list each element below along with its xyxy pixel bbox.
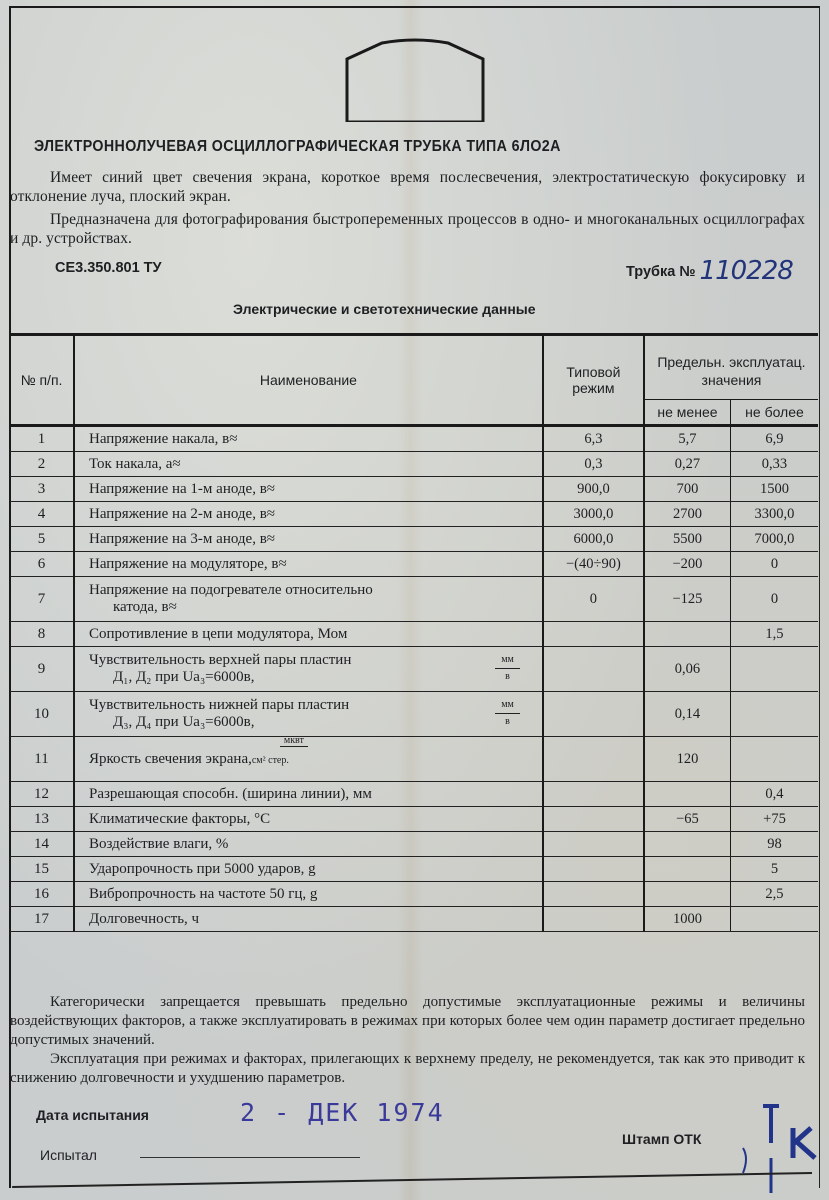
row-name: Напряжение накала, в≈ [88,430,238,447]
row-typical [543,737,644,782]
row-name-cell [74,832,543,857]
table-row [10,807,818,832]
tube-number-handwritten: 110228 [699,256,793,286]
row-name-cell [74,552,543,577]
row-min: 700 [644,477,731,502]
row-name-cell [74,807,543,832]
warning-paragraph-2: Эксплуатация при режимах и факторах, прилегающих к верхнему пределу, не рекомендуется, так как это приводит к снижению долговечности и ухудшению параметров. [10,1051,805,1086]
row-min: 0,06 [644,647,731,692]
row-min [644,882,731,907]
unit-numerator: мм [495,652,520,669]
tube-number-label: Трубка № [626,264,696,280]
row-max: +75 [730,807,818,832]
row-max: 6,9 [730,426,818,452]
header-number: № п/п. [10,335,74,426]
row-min: 5,7 [644,426,731,452]
row-min: −65 [644,807,731,832]
row-name: Климатические факторы, °С [88,810,271,827]
warnings [10,993,805,1088]
row-name-continued: Д₁, Д₂ при Ua₃=6000в, [112,669,255,685]
table-row [10,882,818,907]
row-max [730,692,818,737]
row-number: 8 [10,622,74,647]
row-name: Чувствительность нижней пары пластин [88,697,350,713]
header-typical: Типовой режим [543,335,644,426]
otk-stamp-mark [735,1098,825,1198]
row-number: 17 [10,907,74,932]
row-number: 15 [10,857,74,882]
row-typical [543,857,644,882]
header-limits: Предельн. эксплуатац. значения [644,335,818,400]
row-name: Напряжение на 1-м аноде, в≈ [88,480,276,497]
row-min [644,832,731,857]
table-row [10,907,818,932]
row-number: 13 [10,807,74,832]
unit-fraction [495,652,520,685]
table-row [10,692,818,737]
row-typical [543,647,644,692]
row-typical [543,907,644,932]
table-row [10,857,818,882]
row-max: 7000,0 [730,527,818,552]
row-name: Чувствительность верхней пары пластин [88,652,352,668]
row-number: 4 [10,502,74,527]
row-min: −125 [644,577,731,622]
row-name-cell [74,452,543,477]
row-max: 0,33 [730,452,818,477]
row-max: 2,5 [730,882,818,907]
table-row [10,426,818,452]
row-typical: 3000,0 [543,502,644,527]
row-number: 16 [10,882,74,907]
row-name: Напряжение на подогревателе относительно [88,582,373,598]
unit-numerator: мм [495,697,520,714]
unit-denominator: см² стер. [251,754,289,766]
row-typical: 6,3 [543,426,644,452]
row-max: 1500 [730,477,818,502]
specs-table [10,333,818,932]
table-row [10,832,818,857]
row-number: 11 [10,737,74,782]
row-typical [543,832,644,857]
row-name-cell [74,577,543,622]
row-number: 5 [10,527,74,552]
table-row [10,737,818,782]
row-number: 14 [10,832,74,857]
row-max: 5 [730,857,818,882]
row-max: 0 [730,577,818,622]
section-title: Электрические и светотехнические данные [233,301,536,317]
row-max: 0 [730,552,818,577]
row-typical [543,882,644,907]
row-number: 10 [10,692,74,737]
table-row [10,782,818,807]
row-typical: −(40÷90) [543,552,644,577]
row-number: 6 [10,552,74,577]
row-number: 7 [10,577,74,622]
row-name-cell [74,527,543,552]
row-max: 0,4 [730,782,818,807]
test-date-label: Дата испытания [36,1107,149,1123]
row-name-cell [74,622,543,647]
unit-fraction [495,697,520,730]
row-typical [543,782,644,807]
row-name-cell [74,907,543,932]
row-number: 12 [10,782,74,807]
table-row [10,452,818,477]
row-name-cell [74,647,543,692]
row-name-cell [74,477,543,502]
row-name-cell [74,692,543,737]
row-typical: 0,3 [543,452,644,477]
row-max [730,737,818,782]
row-name: Напряжение на 2-м аноде, в≈ [88,505,276,522]
unit-fraction [251,734,304,766]
header-name: Наименование [74,335,543,426]
row-name: Напряжение на 3-м аноде, в≈ [88,530,276,547]
row-min: 5500 [644,527,731,552]
otk-stamp-label: Штамп ОТК [622,1131,702,1147]
row-typical: 0 [543,577,644,622]
row-name: Напряжение на модуляторе, в≈ [88,555,287,572]
row-typical: 900,0 [543,477,644,502]
row-name: Воздействие влаги, % [88,835,229,852]
row-max [730,907,818,932]
row-max: 3300,0 [730,502,818,527]
row-min [644,782,731,807]
row-name-continued: катода, в≈ [112,599,177,615]
row-name: Яркость свечения экрана, [88,750,252,767]
row-min: 2700 [644,502,731,527]
row-name: Долговечность, ч [88,910,200,927]
row-name-continued: Д₃, Д₄ при Ua₃=6000в, [112,714,255,730]
table-row [10,552,818,577]
table-row [10,577,818,622]
row-number: 2 [10,452,74,477]
crt-screen-shape-icon [344,35,486,122]
spec-code: СЕ3.350.801 ТУ [55,260,162,276]
row-max: 98 [730,832,818,857]
table-row [10,647,818,692]
row-name-cell [74,882,543,907]
row-typical [543,692,644,737]
table-row [10,502,818,527]
row-typical: 6000,0 [543,527,644,552]
row-min [644,857,731,882]
table-row [10,477,818,502]
document-title: ЭЛЕКТРОННОЛУЧЕВАЯ ОСЦИЛЛОГРАФИЧЕСКАЯ ТРУБКА ТИПА 6ЛО2А [34,138,561,155]
row-min: 0,27 [644,452,731,477]
test-date-stamp: 2 - ДЕК 1974 [240,1098,445,1127]
row-min: 0,14 [644,692,731,737]
row-number: 1 [10,426,74,452]
tester-signature-line [140,1157,360,1158]
row-min [644,622,731,647]
row-max: 1,5 [730,622,818,647]
row-typical [543,807,644,832]
row-name: Ток накала, а≈ [88,455,181,472]
row-name: Ударопрочность при 5000 ударов, g [88,860,316,877]
description-paragraph-2: Предназначена для фотографирования быстропеременных процессов в одно- и многоканальных осциллографах и др. устройствах. [10,211,805,247]
description-paragraph-1: Имеет синий цвет свечения экрана, короткое время послесвечения, электростатическую фокусировку и отклонение луча, плоский экран. [10,169,805,205]
tube-number-field [626,256,793,286]
unit-denominator: в [505,716,510,727]
row-min: −200 [644,552,731,577]
header-min: не менее [644,400,731,426]
unit-numerator: мквт [280,735,308,747]
row-number: 9 [10,647,74,692]
row-name: Сопротивление в цепи модулятора, Мом [88,625,348,642]
row-min: 1000 [644,907,731,932]
table-row [10,622,818,647]
row-typical [543,622,644,647]
row-name-cell [74,502,543,527]
row-min: 120 [644,737,731,782]
header-max: не более [745,404,804,420]
tester-label: Испытал [40,1147,97,1163]
row-max [730,647,818,692]
unit-denominator: в [505,671,510,682]
row-name: Вибропрочность на частоте 50 гц, g [88,885,318,902]
row-name-cell [74,426,543,452]
row-name-cell [74,857,543,882]
row-name: Разрешающая способн. (ширина линии), мм [88,785,372,802]
table-row [10,527,818,552]
row-number: 3 [10,477,74,502]
row-name-cell [74,782,543,807]
row-name-cell [74,734,543,782]
warning-paragraph-1: Категорически запрещается превышать предельно допустимые эксплуатационные режимы и величины воздействующих факторов, а также эксплуатировать в режимах при которых более чем один параметр достигает предельно допустимых значений. [10,994,805,1048]
